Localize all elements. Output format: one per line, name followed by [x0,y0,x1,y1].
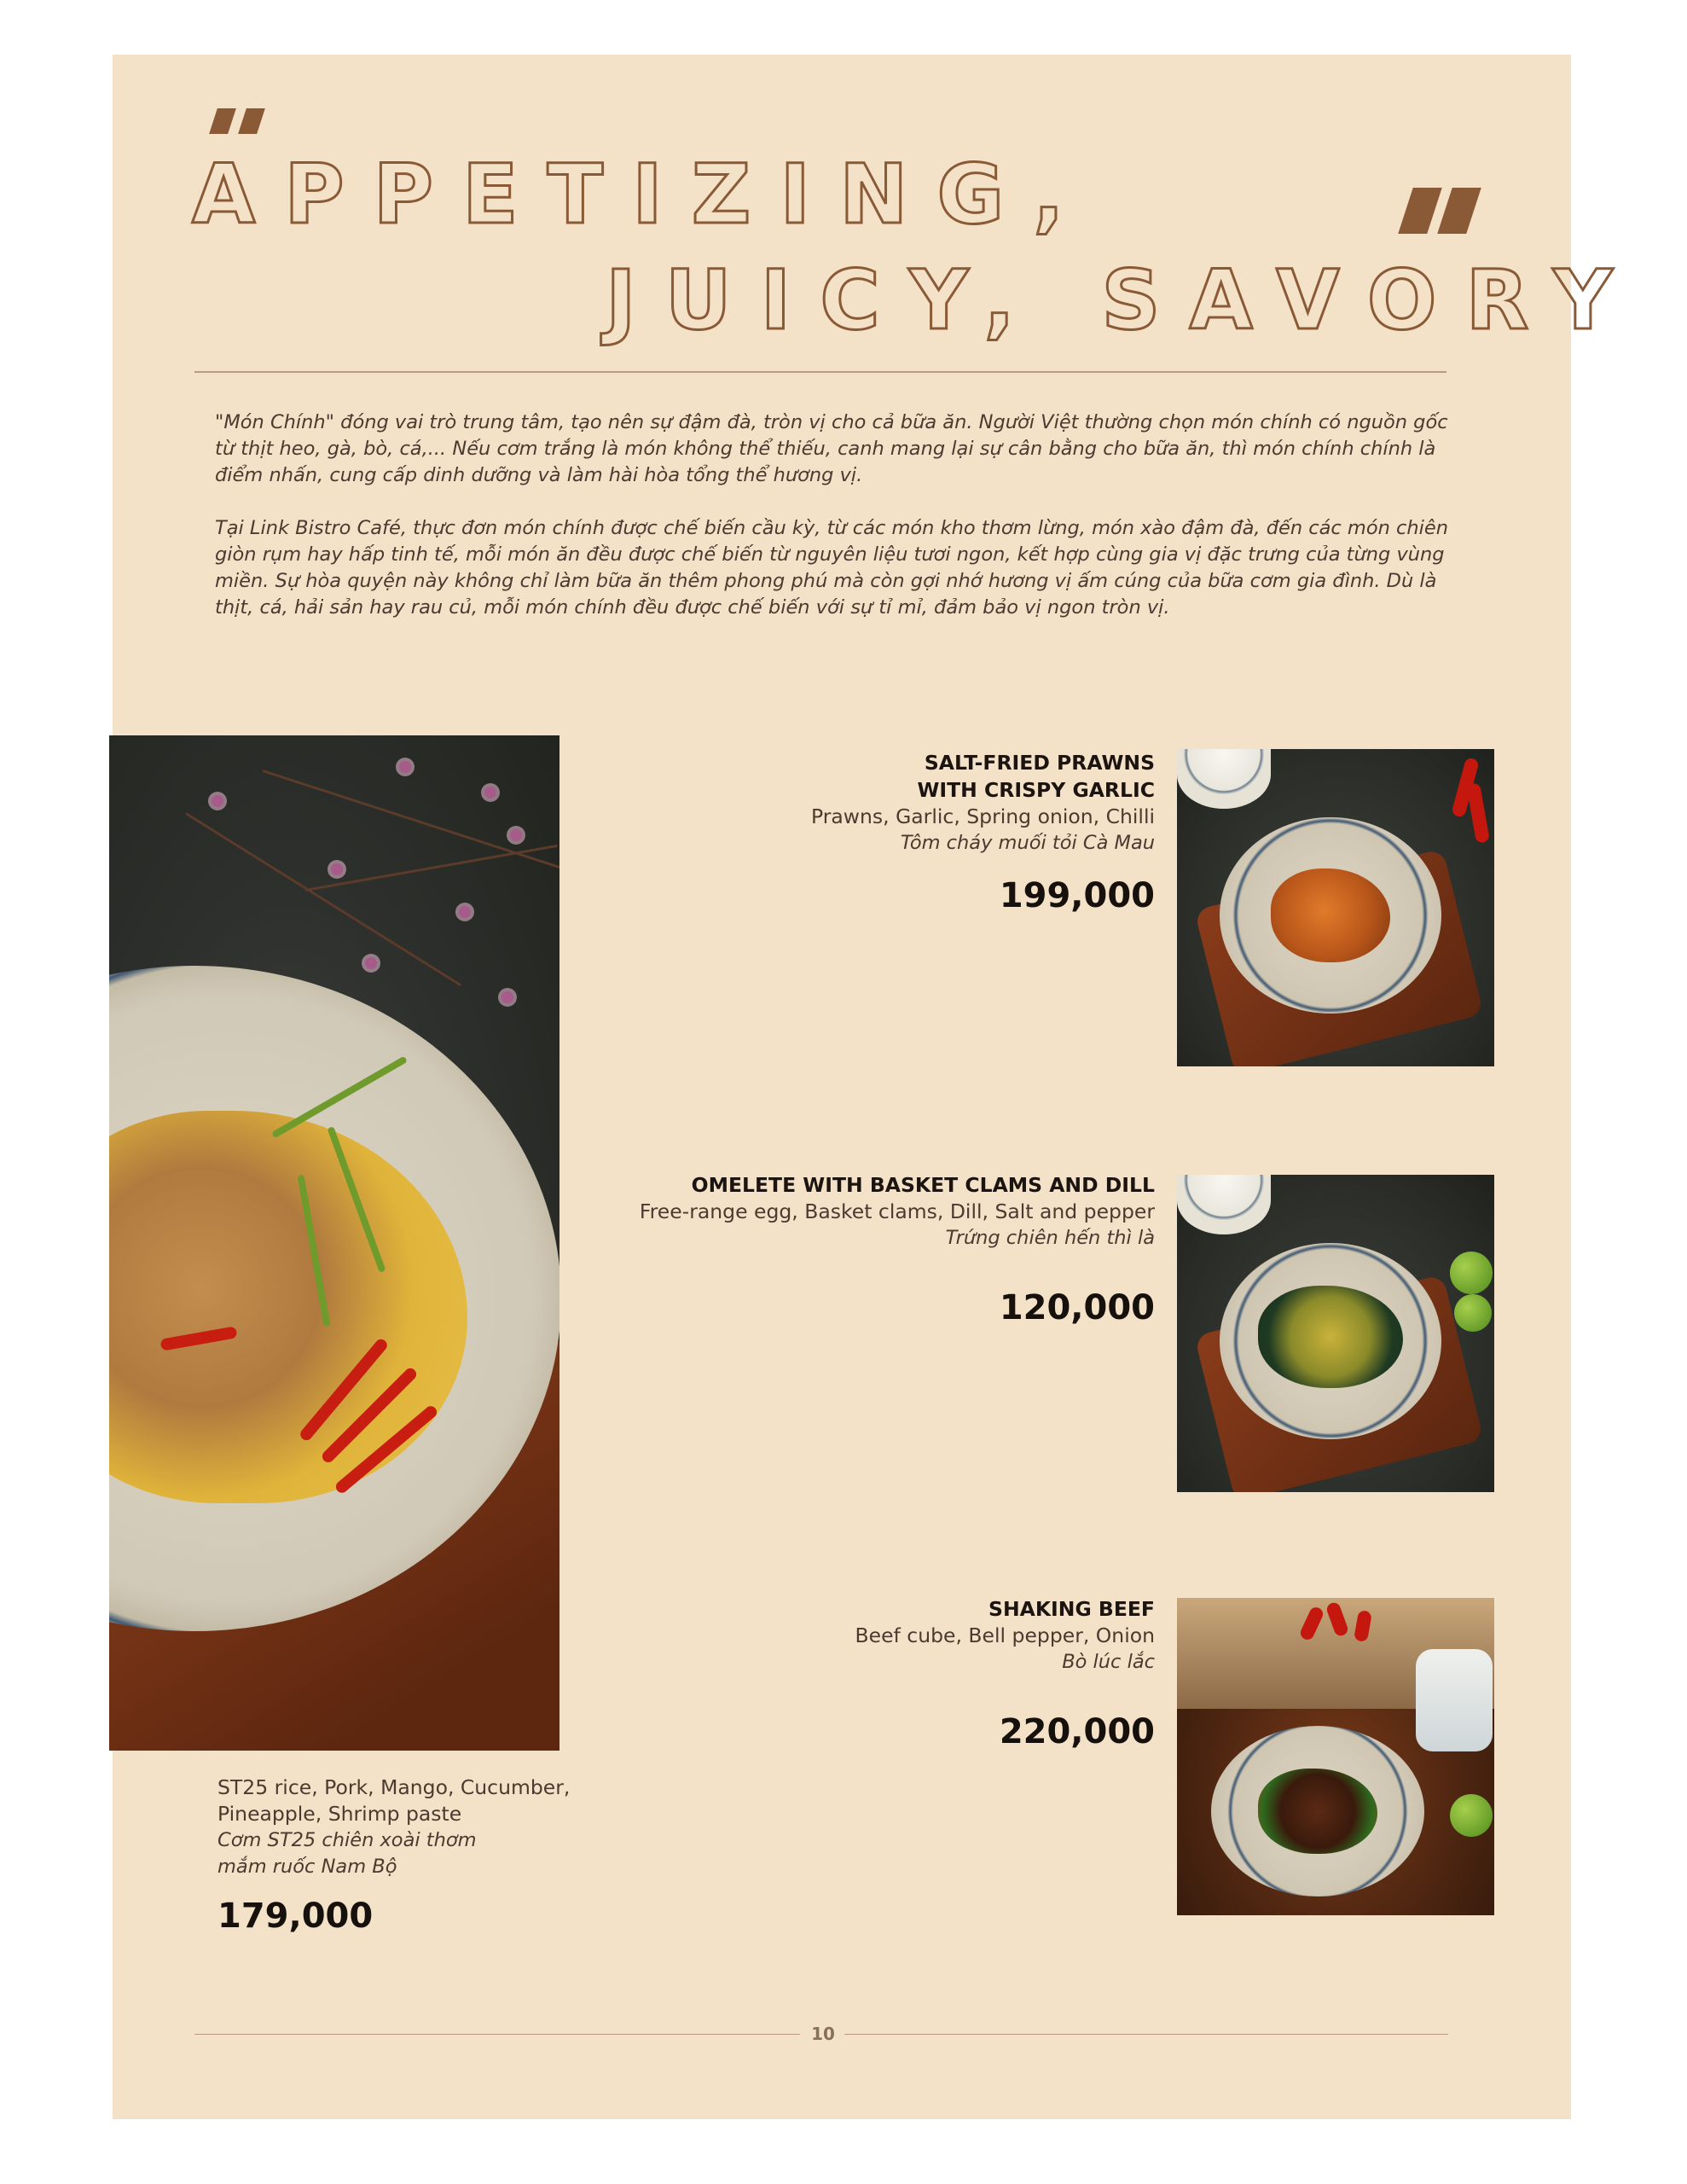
menu-item-price: 199,000 [999,876,1155,915]
headline-line-2: JUICY, SAVORY [606,253,1642,348]
menu-item [811,749,1155,916]
headline-line-1: APPETIZING, [192,147,1093,242]
closing-quote-icon [1406,188,1474,234]
menu-item-name: SALT-FRIED PRAWNS WITH CRISPY GARLIC [917,751,1155,802]
featured-dish-price: 179,000 [217,1896,374,1936]
menu-item-price: 220,000 [999,1712,1155,1751]
intro-paragraph-2: Tại Link Bistro Café, thực đơn món chính được chế biến cầu kỳ, từ các món kho thơm lừng, món xào đậm đà, đến các món chiên giòn rụm hay hấp tinh tế, mỗi món ăn đều được chế biến từ nguyên liệu tươi ngon, kết hợp cùng gia vị đặc trưng của từng vùng miền. Sự hòa quyện này không chỉ làm bữa ăn thêm phong phú mà còn gợi nhớ hương vị ấm cúng của bữa cơm gia đình. Dù là thịt, cá, hải sản hay rau củ, mỗi món chính đều được chế biến với sự tỉ mỉ, đảm bảo vị ngon tròn vị. [215,517,1448,619]
featured-dish-details [217,1774,593,1937]
footer-divider-right [844,2034,1448,2035]
footer-divider-left [194,2034,800,2035]
menu-item-name: OMELETE WITH BASKET CLAMS AND DILL [691,1173,1155,1197]
header-divider [194,371,1446,373]
prawns-dish-photo [1177,749,1494,1066]
menu-item-vietnamese-name: Tôm cháy muối tỏi Cà Mau [900,832,1155,854]
page-number: 10 [811,2024,835,2044]
menu-item-vietnamese-name: Trứng chiên hến thì là [945,1227,1155,1249]
featured-dish-vietnamese-name: Cơm ST25 chiên xoài thơm mắm ruốc Nam Bộ [217,1829,477,1878]
menu-item-name: SHAKING BEEF [988,1597,1155,1621]
menu-item [855,1595,1155,1752]
menu-item-vietnamese-name: Bò lúc lắc [1062,1651,1155,1673]
intro-paragraph-1: "Món Chính" đóng vai trò trung tâm, tạo nên sự đậm đà, tròn vị cho cả bữa ăn. Người Việt thường chọn món chính có nguồn gốc từ thịt heo, gà, bò, cá,... Nếu cơm trắng là món không thể thiếu, canh mang lại sự cân bằng cho bữa ăn, thì món chính chính là điểm nhấn, cung cấp dinh dưỡng và làm hài hòa tổng thể hương vị. [215,411,1448,486]
omelete-dish-photo [1177,1175,1494,1492]
opening-quote-icon [213,108,261,134]
featured-dish-description: ST25 rice, Pork, Mango, Cucumber, Pineapple, Shrimp paste [217,1775,571,1826]
menu-item-description: Beef cube, Bell pepper, Onion [855,1623,1155,1647]
menu-item-price: 120,000 [999,1288,1155,1327]
shaking-beef-dish-photo [1177,1598,1494,1915]
menu-item [640,1171,1155,1328]
intro-text [215,410,1469,621]
featured-dish-photo [109,735,559,1751]
menu-item-description: Prawns, Garlic, Spring onion, Chilli [810,804,1155,828]
menu-item-description: Free-range egg, Basket clams, Dill, Salt and pepper [639,1199,1155,1223]
